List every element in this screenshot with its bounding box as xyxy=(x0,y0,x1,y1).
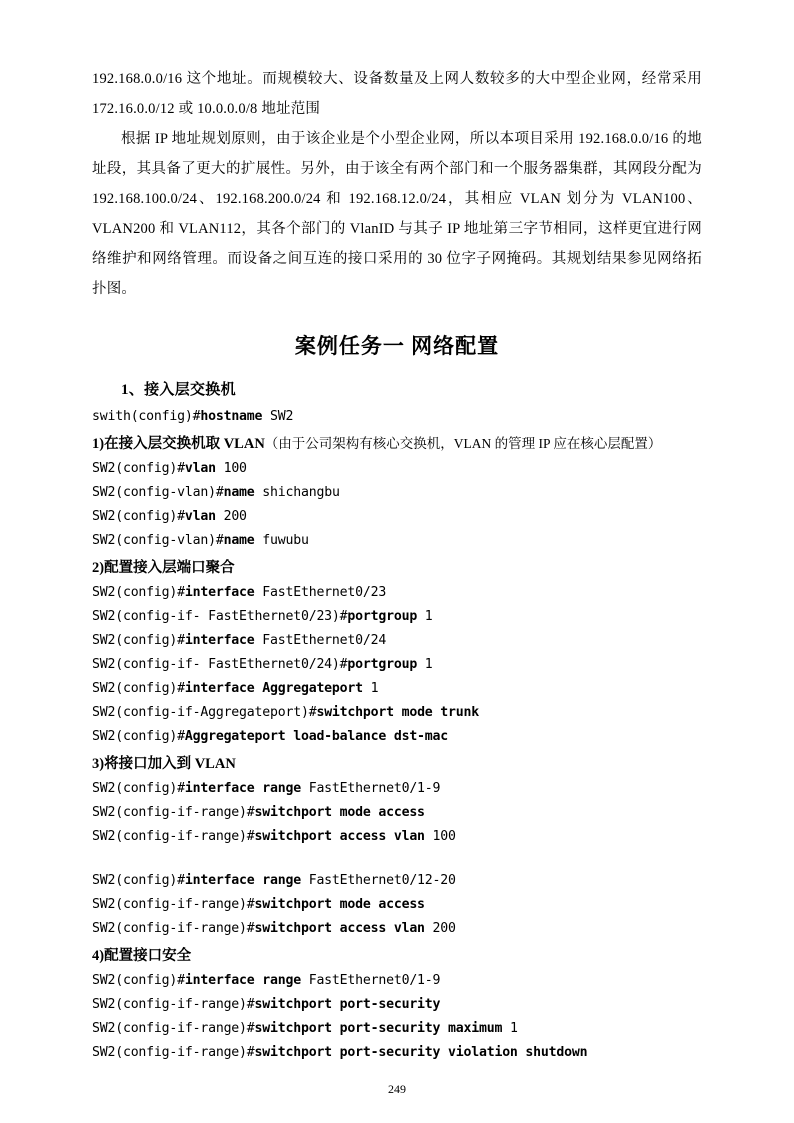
cli-line xyxy=(92,505,702,529)
cli-line xyxy=(92,701,702,725)
cli-command: switchport port-security violation shutdown xyxy=(254,1045,588,1060)
step-label: 2)配置接入层端口聚合 xyxy=(92,560,235,576)
cli-prompt: fuwubu xyxy=(254,533,309,548)
cli-line xyxy=(92,869,702,893)
cli-prompt: FastEthernet0/1-9 xyxy=(300,781,441,796)
cli-prompt: SW2(config-if-range)# xyxy=(92,1021,255,1036)
cli-command: interface range xyxy=(184,973,301,988)
cli-prompt: 200 xyxy=(215,509,247,524)
cli-prompt: SW2(config)# xyxy=(92,973,185,988)
cli-prompt: SW2(config)# xyxy=(92,509,185,524)
step-heading xyxy=(92,431,702,457)
cli-prompt: SW2(config-if-range)# xyxy=(92,997,255,1012)
cli-prompt: FastEthernet0/1-9 xyxy=(300,973,441,988)
cli-line xyxy=(92,825,702,849)
cli-command: switchport port-security xyxy=(254,997,441,1012)
cli-prompt: shichangbu xyxy=(254,485,340,500)
intro-paragraphs xyxy=(92,64,702,304)
cli-prompt: FastEthernet0/23 xyxy=(254,585,387,600)
cli-prompt: SW2(config)# xyxy=(92,781,185,796)
case-heading: 案例任务一 网络配置 xyxy=(294,334,500,358)
cli-line xyxy=(92,405,702,429)
cli-prompt: SW2(config-if-range)# xyxy=(92,805,255,820)
cli-prompt: 1 xyxy=(417,657,433,672)
step-heading xyxy=(92,555,702,581)
step-label: 4)配置接口安全 xyxy=(92,948,192,964)
cli-prompt: SW2(config)# xyxy=(92,585,185,600)
cli-line xyxy=(92,725,702,749)
paragraph: 192.168.0.0/16 这个地址。而规模较大、设备数量及上网人数较多的大中型企业网，经常采用 172.16.0.0/12 或 10.0.0.0/8 地址范围 xyxy=(92,71,702,117)
cli-prompt: 1 xyxy=(362,681,379,696)
section-heading: 1、接入层交换机 xyxy=(121,382,236,398)
step-label: 1)在接入层交换机取 VLAN xyxy=(92,436,265,452)
cli-line xyxy=(92,481,702,505)
cli-line xyxy=(92,605,702,629)
cli-command: interface range xyxy=(184,781,301,796)
step-heading xyxy=(92,751,702,777)
cli-command: portgroup xyxy=(347,609,418,624)
cli-command: switchport mode trunk xyxy=(316,705,479,720)
cli-prompt: 100 xyxy=(215,461,247,476)
step-label: 3)将接口加入到 VLAN xyxy=(92,756,236,772)
cli-prompt: SW2(config)# xyxy=(92,873,185,888)
cli-line xyxy=(92,529,702,553)
cli-prompt: 1 xyxy=(502,1021,518,1036)
cli-command: switchport port-security maximum xyxy=(254,1021,503,1036)
cli-prompt: 100 xyxy=(424,829,456,844)
cli-line xyxy=(92,1041,702,1065)
cli-prompt: SW2(config)# xyxy=(92,729,185,744)
cli-line xyxy=(92,993,702,1017)
cli-command: name xyxy=(223,485,255,500)
cli-prompt: SW2(config-if-range)# xyxy=(92,921,255,936)
cli-line xyxy=(92,677,702,701)
cli-line xyxy=(92,801,702,825)
cli-command: interface Aggregateport xyxy=(184,681,363,696)
cli-line xyxy=(92,653,702,677)
cli-line xyxy=(92,457,702,481)
cli-prompt: 1 xyxy=(417,609,433,624)
cli-prompt: SW2(config-vlan)# xyxy=(92,485,224,500)
cli-command: interface xyxy=(184,585,255,600)
page-number: 249 xyxy=(388,1082,406,1096)
paragraph: 根据 IP 地址规划原则，由于该企业是个小型企业网，所以本项目采用 192.168.0.0/16 的地址段，其具备了更大的扩展性。另外，由于该全有两个部门和一个服务器集群，其网段分配为 192.168.100.0/24、192.168.200.0/24 和 192.168.12.0/24，其相应 VLAN 划分为 VLAN100、VLAN200 和 VLAN112，其各个部门的 VlanID 与其子 IP 地址第三字节相同，这样更宜进行网络维护和网络管理。而设备之间互连的接口采用的 30 位字子网掩码。其规划结果参见网络拓扑图。 xyxy=(92,131,702,297)
cli-prompt: SW2 xyxy=(262,409,294,424)
cli-prompt: SW2(config-if-range)# xyxy=(92,829,255,844)
cli-prompt: SW2(config-if- FastEthernet0/24)# xyxy=(92,657,348,672)
cli-transcript xyxy=(92,405,702,1065)
cli-command: Aggregateport load-balance dst-mac xyxy=(184,729,449,744)
cli-line xyxy=(92,1017,702,1041)
cli-prompt: SW2(config-if-Aggregateport)# xyxy=(92,705,317,720)
cli-command: interface range xyxy=(184,873,301,888)
cli-command: hostname xyxy=(200,409,263,424)
cli-prompt: SW2(config-vlan)# xyxy=(92,533,224,548)
cli-command: name xyxy=(223,533,255,548)
cli-command: vlan xyxy=(184,461,216,476)
cli-command: portgroup xyxy=(347,657,418,672)
cli-prompt: SW2(config-if-range)# xyxy=(92,1045,255,1060)
cli-line xyxy=(92,629,702,653)
cli-prompt: 200 xyxy=(424,921,456,936)
blank-line xyxy=(92,849,702,869)
cli-prompt: FastEthernet0/12-20 xyxy=(300,873,456,888)
cli-line xyxy=(92,893,702,917)
cli-command: switchport access vlan xyxy=(254,921,425,936)
step-note: （由于公司架构有核心交换机，VLAN 的管理 IP 应在核心层配置） xyxy=(264,436,662,451)
cli-line xyxy=(92,777,702,801)
cli-command: switchport mode access xyxy=(254,897,425,912)
cli-prompt: SW2(config)# xyxy=(92,681,185,696)
cli-line xyxy=(92,581,702,605)
cli-prompt: SW2(config)# xyxy=(92,633,185,648)
cli-prompt: swith(config)# xyxy=(92,409,201,424)
cli-command: switchport mode access xyxy=(254,805,425,820)
cli-prompt: SW2(config-if-range)# xyxy=(92,897,255,912)
cli-prompt: FastEthernet0/24 xyxy=(254,633,387,648)
cli-line xyxy=(92,969,702,993)
step-heading xyxy=(92,943,702,969)
cli-prompt: SW2(config-if- FastEthernet0/23)# xyxy=(92,609,348,624)
cli-line xyxy=(92,917,702,941)
cli-command: switchport access vlan xyxy=(254,829,425,844)
cli-prompt: SW2(config)# xyxy=(92,461,185,476)
cli-command: interface xyxy=(184,633,255,648)
cli-command: vlan xyxy=(184,509,216,524)
